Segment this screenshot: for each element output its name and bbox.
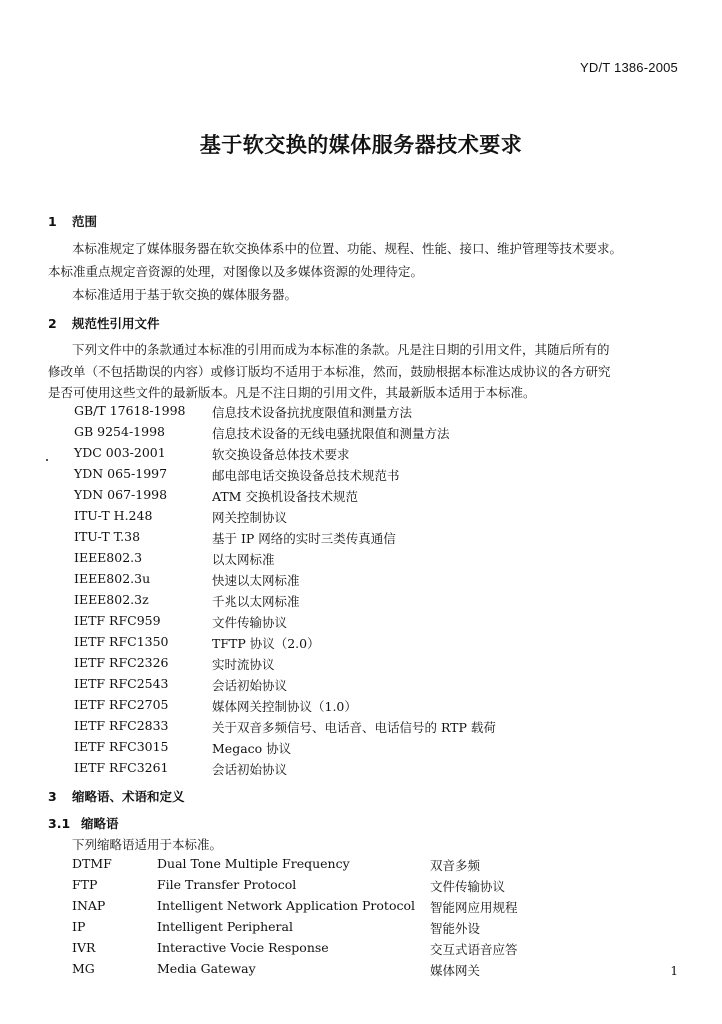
reference-title: ATM 交换机设备技术规范 (212, 489, 358, 504)
abbreviation-chinese: 智能网应用规程 (430, 900, 518, 915)
abbreviation-chinese: 智能外设 (430, 921, 481, 936)
reference-title: TFTP 协议（2.0） (212, 636, 320, 651)
reference-code: GB 9254-1998 (74, 424, 165, 439)
abbreviation-english: Intelligent Network Application Protocol (157, 898, 415, 913)
abbreviation-row (72, 961, 632, 981)
reference-code: ITU-T H.248 (74, 508, 153, 523)
section-1-heading (48, 212, 97, 230)
abbreviation-english: Dual Tone Multiple Frequency (157, 856, 350, 871)
reference-code: ITU-T T.38 (74, 529, 141, 544)
abbreviation-row (72, 940, 632, 960)
scan-speck (46, 459, 48, 461)
abbreviation-code: IVR (72, 940, 96, 955)
section-2-heading (48, 314, 160, 332)
section-number: 3 (48, 789, 57, 804)
section-number: 2 (48, 316, 57, 331)
abbreviation-row (72, 898, 632, 918)
abbreviation-english: Media Gateway (157, 961, 256, 976)
reference-title: 信息技术设备抗扰度限值和测量方法 (212, 405, 413, 420)
reference-title: 快速以太网标准 (212, 573, 300, 588)
reference-title: 实时流协议 (212, 657, 275, 672)
reference-code: IETF RFC3015 (74, 739, 169, 754)
section-title: 规范性引用文件 (72, 316, 160, 331)
abbreviation-code: MG (72, 961, 95, 976)
reference-code: IETF RFC2833 (74, 718, 169, 733)
paragraph-line: 是否可使用这些文件的最新版本。凡是不注日期的引用文件，其最新版本适用于本标准。 (48, 385, 536, 400)
paragraph-line: 本标准适用于基于软交换的媒体服务器。 (72, 287, 298, 302)
section-number: 1 (48, 214, 57, 229)
reference-code: IETF RFC2705 (74, 697, 169, 712)
reference-code: YDC 003-2001 (74, 445, 166, 460)
abbreviation-row (72, 919, 632, 939)
abbreviation-english: Interactive Vocie Response (157, 940, 329, 955)
reference-title: 关于双音多频信号、电话音、电话信号的 RTP 载荷 (212, 720, 496, 735)
paragraph-line: 修改单（不包括勘误的内容）或修订版均不适用于本标准，然而，鼓励根据本标准达成协议的各方研究 (48, 364, 611, 379)
section-3-heading (48, 787, 185, 805)
abbreviation-english: File Transfer Protocol (157, 877, 297, 892)
reference-title: 信息技术设备的无线电骚扰限值和测量方法 (212, 426, 450, 441)
abbreviation-code: DTMF (72, 856, 112, 871)
subsection-title: 缩略语 (81, 816, 119, 831)
reference-code: IETF RFC3261 (74, 760, 169, 775)
reference-code: IEEE802.3z (74, 592, 149, 607)
abbreviation-code: FTP (72, 877, 98, 892)
abbreviation-row (72, 877, 632, 897)
reference-title: Megaco 协议 (212, 741, 292, 756)
reference-title: 以太网标准 (212, 552, 275, 567)
reference-title: 基于 IP 网络的实时三类传真通信 (212, 531, 396, 546)
paragraph-line: 下列文件中的条款通过本标准的引用而成为本标准的条款。凡是注日期的引用文件，其随后所有的 (72, 342, 610, 357)
reference-code: YDN 067-1998 (74, 487, 168, 502)
abbreviation-row (72, 856, 632, 876)
subsection-number: 3.1 (48, 816, 71, 831)
reference-title: 媒体网关控制协议（1.0） (212, 699, 357, 714)
reference-code: IETF RFC1350 (74, 634, 169, 649)
page-number: 1 (670, 964, 678, 978)
reference-code: IEEE802.3u (74, 571, 151, 586)
subsection-3-1-heading (48, 814, 119, 832)
reference-title: 软交换设备总体技术要求 (212, 447, 350, 462)
reference-code: IETF RFC2326 (74, 655, 169, 670)
abbreviation-code: IP (72, 919, 86, 934)
section-title: 缩略语、术语和定义 (72, 789, 185, 804)
reference-code: IETF RFC2543 (74, 676, 169, 691)
standard-code: YD/T 1386-2005 (580, 60, 678, 75)
reference-title: 文件传输协议 (212, 615, 288, 630)
document-title: 基于软交换的媒体服务器技术要求 (199, 133, 523, 157)
paragraph-line: 本标准重点规定音资源的处理，对图像以及多媒体资源的处理待定。 (48, 264, 424, 279)
reference-title: 千兆以太网标准 (212, 594, 300, 609)
section-title: 范围 (72, 214, 98, 229)
abbreviation-chinese: 媒体网关 (430, 963, 481, 978)
reference-code: YDN 065-1997 (74, 466, 168, 481)
abbreviation-chinese: 双音多频 (430, 858, 481, 873)
abbreviation-english: Intelligent Peripheral (157, 919, 293, 934)
paragraph-line: 下列缩略语适用于本标准。 (72, 837, 223, 852)
reference-title: 邮电部电话交换设备总技术规范书 (212, 468, 400, 483)
reference-title: 会话初始协议 (212, 678, 288, 693)
paragraph-line: 本标准规定了媒体服务器在软交换体系中的位置、功能、规程、性能、接口、维护管理等技术要求。 (72, 241, 623, 256)
abbreviation-chinese: 文件传输协议 (430, 879, 506, 894)
abbreviation-chinese: 交互式语音应答 (430, 942, 518, 957)
reference-code: IEEE802.3 (74, 550, 143, 565)
abbreviation-code: INAP (72, 898, 106, 913)
reference-title: 网关控制协议 (212, 510, 288, 525)
reference-title: 会话初始协议 (212, 762, 288, 777)
reference-code: GB/T 17618-1998 (74, 403, 186, 418)
reference-code: IETF RFC959 (74, 613, 161, 628)
